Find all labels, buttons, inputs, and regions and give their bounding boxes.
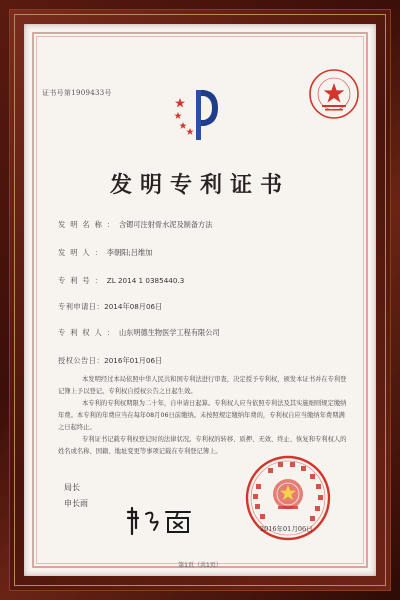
field-patent-number bbox=[58, 276, 184, 286]
patent-office-emblem-icon bbox=[174, 84, 224, 144]
field-value: ZL 2014 1 0385440.3 bbox=[106, 276, 185, 285]
field-invention-name bbox=[58, 220, 212, 230]
field-label: 发明名称： bbox=[58, 220, 119, 229]
director-title: 局长 bbox=[64, 483, 80, 492]
field-value: 山东明德生物医学工程有限公司 bbox=[118, 328, 220, 337]
paragraph-records: 专利证书记载专利权登记时的法律状况。专利权的转移、质押、无效、终止、恢复和专利权人的姓名或名称、国籍、地址变更等事项记载在专利登记簿上。 bbox=[58, 436, 347, 455]
paragraph-term: 本专利的专利权期限为二十年，自申请日起算。专利权人应当依照专利法及其实施细则规定缴纳年费。本专利的年费应当在每年08月06日前缴纳。未按照规定缴纳年费的，专利权自应当缴纳年费期满之日起终止。 bbox=[58, 400, 347, 431]
field-grant-date bbox=[58, 356, 162, 366]
page-title: 发明专利证书 bbox=[109, 173, 290, 198]
field-value: 2016年01月06日 bbox=[104, 356, 163, 365]
paragraph-grant: 本发明经过本局依照中华人民共和国专利法进行审查，决定授予专利权，颁发本证书并在专利登记簿上予以登记。专利权自授权公告之日起生效。 bbox=[58, 376, 347, 395]
field-label: 授权公告日： bbox=[58, 356, 105, 365]
field-label: 专利权人： bbox=[58, 328, 119, 337]
field-label: 专利申请日： bbox=[58, 302, 105, 311]
certificate-paper bbox=[24, 24, 376, 576]
field-application-date bbox=[58, 302, 162, 312]
corner-stamp-icon bbox=[308, 68, 360, 120]
field-value: 李朝阳;吕维加 bbox=[106, 248, 153, 257]
seal-date: 2016年01月06日 bbox=[260, 525, 313, 533]
field-label: 专利号： bbox=[58, 276, 107, 285]
field-label: 发明人： bbox=[58, 248, 107, 257]
director-signature-icon bbox=[124, 504, 198, 536]
field-value: 含锶可注射骨水泥及制备方法 bbox=[118, 220, 213, 229]
director-name: 申长雨 bbox=[64, 499, 88, 508]
field-patentee bbox=[58, 328, 220, 338]
certificate-number: 证书号第1909433号 bbox=[42, 89, 112, 97]
field-inventors bbox=[58, 248, 152, 258]
page-number: 第1页（共1页） bbox=[178, 562, 222, 569]
field-value: 2014年08月06日 bbox=[104, 302, 163, 311]
